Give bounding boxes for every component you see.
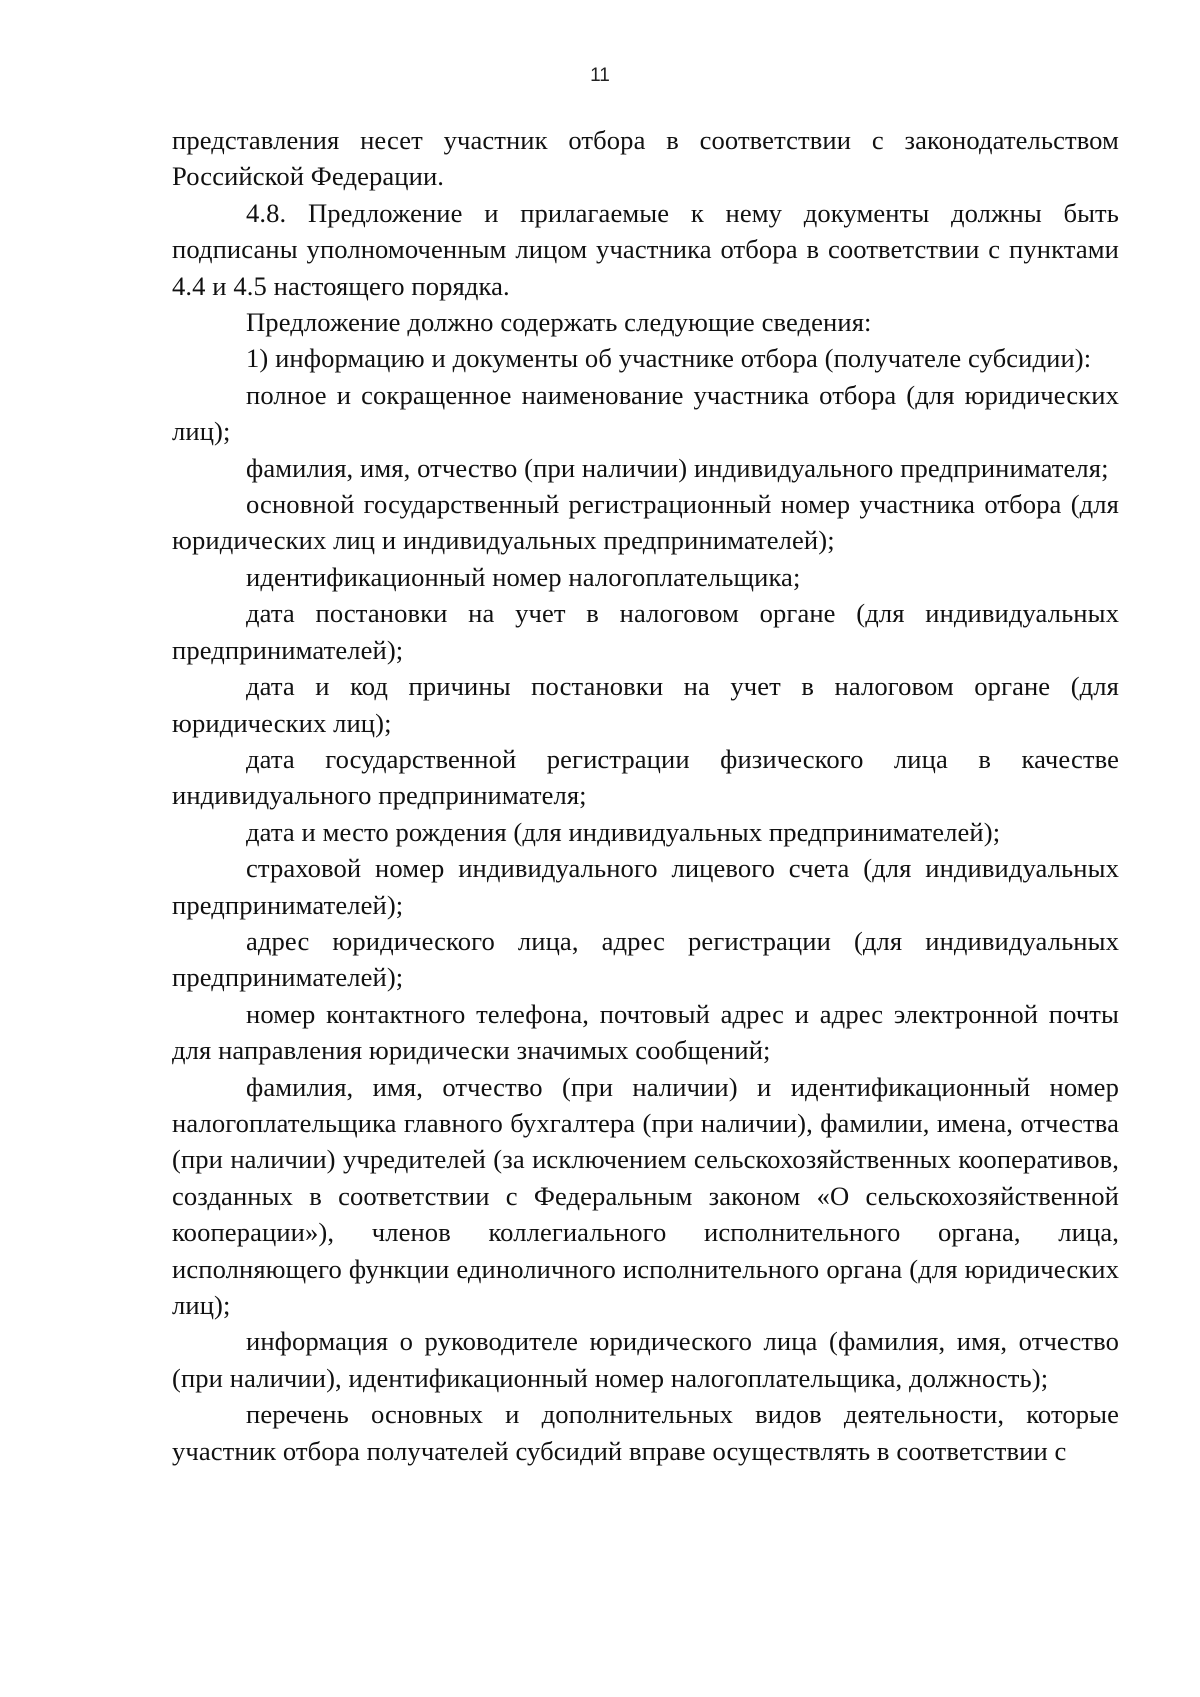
- paragraph-required-info: Предложение должно содержать следующие сведения:: [246, 307, 872, 338]
- paragraph-snils: страховой номер индивидуального лицевого счета (для индивидуальных предпринимателей);: [172, 853, 1119, 920]
- paragraph-founders: фамилия, имя, отчество (при наличии) и идентификационный номер налогоплательщика главного бухгалтера (при наличии), фамилии, имена, отчества (при наличии) учредителей (за исключением сельскохозяйственных кооперативов, созданных в соответствии с Федеральным законом «О сельскохозяйственной кооперации»), членов коллегиального исполнительного органа, лица, исполняющего функции единоличного исполнительного органа (для юридических лиц);: [172, 1071, 1119, 1320]
- paragraph-item-1: 1) информацию и документы об участнике отбора (получателе субсидии):: [246, 343, 1092, 374]
- paragraph-full-name: полное и сокращенное наименование участника отбора (для юридических лиц);: [172, 379, 1119, 447]
- paragraph-clause-4-8: 4.8. Предложение и прилагаемые к нему документы должны быть подписаны уполномоченным лицом участника отбора в соответствии с пунктами 4.4 и 4.5 настоящего порядка.: [172, 197, 1119, 301]
- paragraph-director: информация о руководителе юридического лица (фамилия, имя, отчество (при наличии), идентификационный номер налогоплательщика, должность);: [172, 1326, 1119, 1393]
- document-body: [172, 122, 1119, 1469]
- paragraph-activities: перечень основных и дополнительных видов деятельности, которые участник отбора получателей субсидий вправе осуществлять в соответствии с: [172, 1399, 1119, 1466]
- paragraph-state-registration: дата государственной регистрации физического лица в качестве индивидуального предпринимателя;: [172, 743, 1119, 811]
- page-number: 11: [590, 65, 610, 86]
- paragraph-ogrn: основной государственный регистрационный номер участника отбора (для юридических лиц и индивидуальных предпринимателей);: [172, 489, 1119, 556]
- paragraph-kpp: дата и код причины постановки на учет в налоговом органе (для юридических лиц);: [172, 671, 1119, 738]
- paragraph-birth-date: дата и место рождения (для индивидуальных предпринимателей);: [246, 816, 1001, 847]
- paragraph-tax-registration-date: дата постановки на учет в налоговом органе (для индивидуальных предпринимателей);: [172, 598, 1119, 665]
- paragraph-contacts: номер контактного телефона, почтовый адрес и адрес электронной почты для направления юридически значимых сообщений;: [172, 998, 1119, 1066]
- paragraph-entrepreneur-name: фамилия, имя, отчество (при наличии) индивидуального предпринимателя;: [246, 452, 1109, 483]
- paragraph-inn: идентификационный номер налогоплательщика;: [246, 561, 801, 592]
- paragraph-continuation: представления несет участник отбора в соответствии с законодательством Российской Федерации.: [172, 125, 1119, 192]
- paragraph-address: адрес юридического лица, адрес регистрации (для индивидуальных предпринимателей);: [172, 925, 1119, 993]
